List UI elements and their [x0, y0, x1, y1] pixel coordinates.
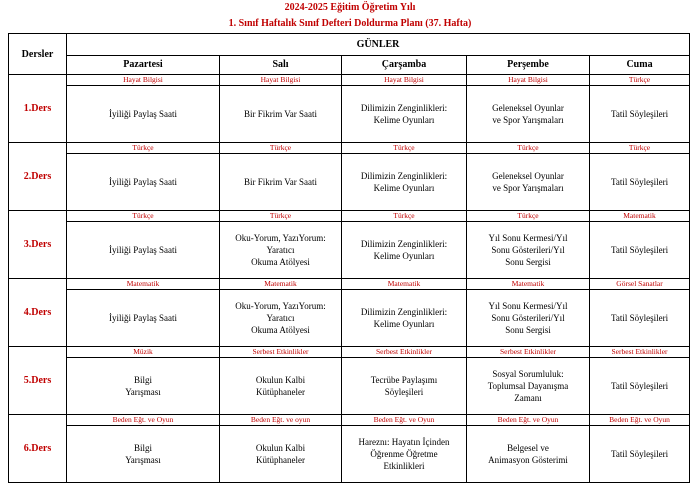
activity-cell: [220, 86, 342, 143]
subject-cell: Serbest Etkinlikler: [220, 347, 342, 358]
activity-cell: [67, 86, 220, 143]
activity-cell: [342, 290, 467, 347]
activity-line: Öğrenme Öğretme: [370, 449, 438, 459]
subject-cell: Beden Eğt. ve Oyun: [67, 415, 220, 426]
subject-cell: Hayat Bilgisi: [467, 75, 590, 86]
subject-cell: Hayat Bilgisi: [342, 75, 467, 86]
subject-cell: Beden Eğt. ve Oyun: [590, 415, 690, 426]
day-header: Salı: [220, 55, 342, 74]
lesson-label: 3.Ders: [9, 211, 67, 279]
activity-cell: [467, 426, 590, 483]
activity-line: Okulun Kalbi: [255, 443, 306, 453]
activity-cell: [342, 86, 467, 143]
subject-cell: Türkçe: [342, 211, 467, 222]
year-title: 2024-2025 Eğitim Öğretim Yılı: [284, 2, 416, 13]
activity-line: Belgesel ve: [507, 443, 549, 453]
activity-line: Yaratıcı: [266, 313, 295, 323]
activity-cell: [467, 86, 590, 143]
activity-line: Sonu Sergisi: [505, 257, 551, 267]
activity-line: Bir Fikrim Var Saati: [243, 177, 318, 187]
activity-cell: [220, 290, 342, 347]
activity-line: Oku-Yorum, YazıYorum:: [235, 233, 326, 243]
activity-line: Sonu Gösterileri/Yıl: [491, 245, 565, 255]
activity-cell: [67, 154, 220, 211]
activity-cell: [467, 290, 590, 347]
lesson-label: 2.Ders: [9, 143, 67, 211]
activity-cell: [590, 222, 690, 279]
subject-cell: Matematik: [467, 279, 590, 290]
activity-line: Tatil Söyleşileri: [610, 245, 669, 255]
content-row: [9, 426, 690, 483]
subject-cell: Beden Eğt. ve oyun: [220, 415, 342, 426]
activity-line: Dilimizin Zenginlikleri:: [360, 307, 448, 317]
activity-line: Kelime Oyunları: [373, 251, 435, 261]
subject-cell: Türkçe: [220, 143, 342, 154]
activity-cell: [67, 426, 220, 483]
activity-cell: [590, 86, 690, 143]
subject-cell: Hayat Bilgisi: [67, 75, 220, 86]
activity-line: Tatil Söyleşileri: [610, 109, 669, 119]
activity-cell: [67, 290, 220, 347]
activity-line: İyiliği Paylaş Saati: [109, 177, 177, 187]
group-header-gunler: GÜNLER: [67, 34, 690, 56]
activity-cell: [590, 426, 690, 483]
activity-line: İyiliği Paylaş Saati: [109, 245, 177, 255]
activity-line: Söyleşileri: [384, 387, 424, 397]
activity-line: Hareznı: Hayatın İçinden: [358, 437, 450, 447]
activity-line: ve Spor Yarışmaları: [492, 115, 564, 125]
activity-line: Yarışması: [125, 387, 161, 397]
activity-line: İyiliği Paylaş Saati: [109, 109, 177, 119]
subject-cell: Serbest Etkinlikler: [342, 347, 467, 358]
activity-line: Tatil Söyleşileri: [610, 313, 669, 323]
lesson-label: 4.Ders: [9, 279, 67, 347]
activity-line: İyiliği Paylaş Saati: [109, 313, 177, 323]
subject-cell: Türkçe: [467, 143, 590, 154]
activity-cell: [220, 222, 342, 279]
activity-line: Etkinlikleri: [383, 461, 425, 471]
lesson-label: 6.Ders: [9, 415, 67, 483]
subject-cell: Türkçe: [590, 75, 690, 86]
activity-cell: [342, 426, 467, 483]
activity-line: Okuma Atölyesi: [251, 257, 310, 267]
subject-row: [9, 75, 690, 86]
activity-line: Geleneksel Oyunlar: [492, 171, 564, 181]
activity-line: Zamanı: [514, 393, 542, 403]
subject-row: [9, 347, 690, 358]
activity-cell: [67, 358, 220, 415]
subject-cell: Türkçe: [220, 211, 342, 222]
activity-line: Tecrübe Paylaşımı: [370, 375, 438, 385]
subject-cell: Matematik: [342, 279, 467, 290]
activity-cell: [342, 222, 467, 279]
subject-row: [9, 279, 690, 290]
activity-line: Sonu Gösterileri/Yıl: [491, 313, 565, 323]
activity-line: Animasyon Gösterimi: [488, 455, 568, 465]
activity-line: ve Spor Yarışmaları: [492, 183, 564, 193]
activity-line: Dilimizin Zenginlikleri:: [360, 171, 448, 181]
activity-line: Sosyal Sorumluluk:: [492, 369, 564, 379]
corner-header-dersler: Dersler: [9, 34, 67, 75]
activity-line: Bir Fikrim Var Saati: [243, 109, 318, 119]
activity-line: Kütüphaneler: [256, 455, 305, 465]
activity-line: Tatil Söyleşileri: [610, 449, 669, 459]
activity-line: Geleneksel Oyunlar: [492, 103, 564, 113]
activity-line: Yarışması: [125, 455, 161, 465]
plan-title: 1. Sınıf Haftalık Sınıf Defteri Doldurma Planı (37. Hafta): [228, 18, 472, 29]
subject-cell: Türkçe: [67, 143, 220, 154]
subject-cell: Matematik: [220, 279, 342, 290]
activity-line: Kelime Oyunları: [373, 183, 435, 193]
content-row: [9, 290, 690, 347]
activity-line: Yıl Sonu Kermesi/Yıl: [488, 233, 568, 243]
activity-line: Tatil Söyleşileri: [610, 177, 669, 187]
content-row: [9, 154, 690, 211]
lesson-label: 1.Ders: [9, 75, 67, 143]
activity-cell: [467, 358, 590, 415]
activity-line: Okulun Kalbi: [255, 375, 306, 385]
activity-cell: [590, 358, 690, 415]
activity-line: Toplumsal Dayanışma: [487, 381, 569, 391]
subject-cell: Serbest Etkinlikler: [467, 347, 590, 358]
subject-row: [9, 143, 690, 154]
content-row: [9, 86, 690, 143]
subject-cell: Müzik: [67, 347, 220, 358]
day-header: Perşembe: [467, 55, 590, 74]
activity-line: Dilimizin Zenginlikleri:: [360, 103, 448, 113]
activity-line: Dilimizin Zenginlikleri:: [360, 239, 448, 249]
subject-cell: Beden Eğt. ve Oyun: [342, 415, 467, 426]
activity-line: Tatil Söyleşileri: [610, 381, 669, 391]
activity-cell: [590, 154, 690, 211]
activity-line: Bilgi: [133, 443, 152, 453]
lesson-label: 5.Ders: [9, 347, 67, 415]
subject-cell: Görsel Sanatlar: [590, 279, 690, 290]
activity-cell: [467, 154, 590, 211]
activity-cell: [220, 426, 342, 483]
activity-cell: [342, 154, 467, 211]
day-header: Pazartesi: [67, 55, 220, 74]
subject-cell: Türkçe: [67, 211, 220, 222]
activity-cell: [590, 290, 690, 347]
activity-line: Kelime Oyunları: [373, 115, 435, 125]
content-row: [9, 358, 690, 415]
content-row: [9, 222, 690, 279]
subject-cell: Matematik: [67, 279, 220, 290]
subject-row: [9, 211, 690, 222]
activity-cell: [220, 154, 342, 211]
subject-cell: Türkçe: [590, 143, 690, 154]
activity-line: Yıl Sonu Kermesi/Yıl: [488, 301, 568, 311]
activity-cell: [220, 358, 342, 415]
activity-line: Oku-Yorum, YazıYorum:: [235, 301, 326, 311]
subject-cell: Hayat Bilgisi: [220, 75, 342, 86]
day-header: Çarşamba: [342, 55, 467, 74]
activity-cell: [342, 358, 467, 415]
day-header: Cuma: [590, 55, 690, 74]
subject-cell: Serbest Etkinlikler: [590, 347, 690, 358]
activity-cell: [467, 222, 590, 279]
subject-cell: Beden Eğt. ve Oyun: [467, 415, 590, 426]
activity-line: Okuma Atölyesi: [251, 325, 310, 335]
subject-cell: Matematik: [590, 211, 690, 222]
weekly-plan-table: [8, 33, 690, 483]
subject-cell: Türkçe: [342, 143, 467, 154]
activity-cell: [67, 222, 220, 279]
activity-line: Kütüphaneler: [256, 387, 305, 397]
subject-cell: Türkçe: [467, 211, 590, 222]
subject-row: [9, 415, 690, 426]
activity-line: Bilgi: [133, 375, 152, 385]
activity-line: Kelime Oyunları: [373, 319, 435, 329]
activity-line: Yaratıcı: [266, 245, 295, 255]
activity-line: Sonu Sergisi: [505, 325, 551, 335]
